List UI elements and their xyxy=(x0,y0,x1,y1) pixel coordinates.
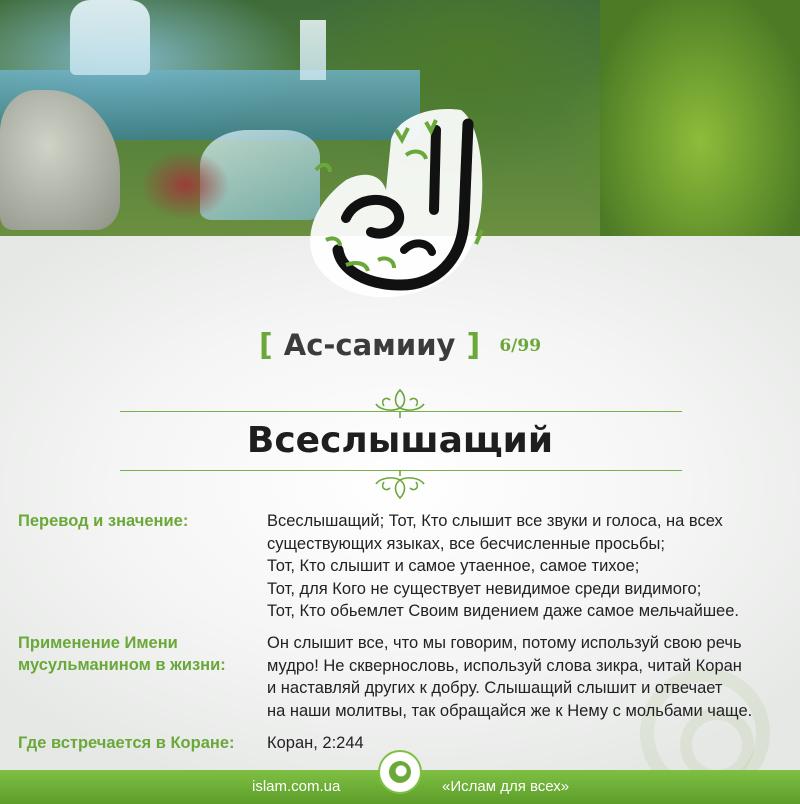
section-text-translation: Всеслышащий; Тот, Кто слышит все звуки и голоса, на всех существующих языках, все бесчисленные просьбы; Тот, Кто слышит и самое утаенное, самое тихое; Тот, для Кого не существует невидимое среди видимого; Тот, Кто обьемлет Своим видением даже самое мельчайшее. xyxy=(267,512,739,621)
section-label-translation: Перевод и значение: xyxy=(18,512,189,530)
bracket-open: [ xyxy=(258,328,273,363)
section-text-quran: Коран, 2:244 xyxy=(267,734,364,752)
arabic-calligraphy xyxy=(286,100,516,310)
footer-site-link[interactable]: islam.com.ua xyxy=(252,778,341,795)
waterfall-small xyxy=(300,20,326,80)
name-transliteration-row xyxy=(0,328,800,363)
section-label-application: Применение Имени мусульманином в жизни: xyxy=(18,634,226,674)
waterfall xyxy=(70,0,150,75)
bracket-close: ] xyxy=(466,328,481,363)
name-counter: 6/99 xyxy=(499,336,542,356)
footer-slogan: «Ислам для всех» xyxy=(442,778,570,795)
floral-ornament-icon xyxy=(370,386,430,420)
floral-ornament-icon xyxy=(370,468,430,502)
red-leaves xyxy=(140,150,230,220)
name-transliteration: Ас-самииу xyxy=(283,328,456,362)
divider-top xyxy=(120,411,682,412)
islam-com-ua-logo-icon xyxy=(380,752,420,792)
section-text-application: Он слышит все, что мы говорим, потому используй свою речь мудро! Не сквернословь, используй слова зикра, читай Коран и наставляй других к добру. Слышащий слышит и отвечает на наши молитвы, так обращайся же к Нему с мольбами чаще. xyxy=(267,634,753,720)
meaning-title: Всеслышащий xyxy=(246,420,554,461)
section-label-quran: Где встречается в Коране: xyxy=(18,734,235,752)
moss-bank xyxy=(600,0,800,236)
